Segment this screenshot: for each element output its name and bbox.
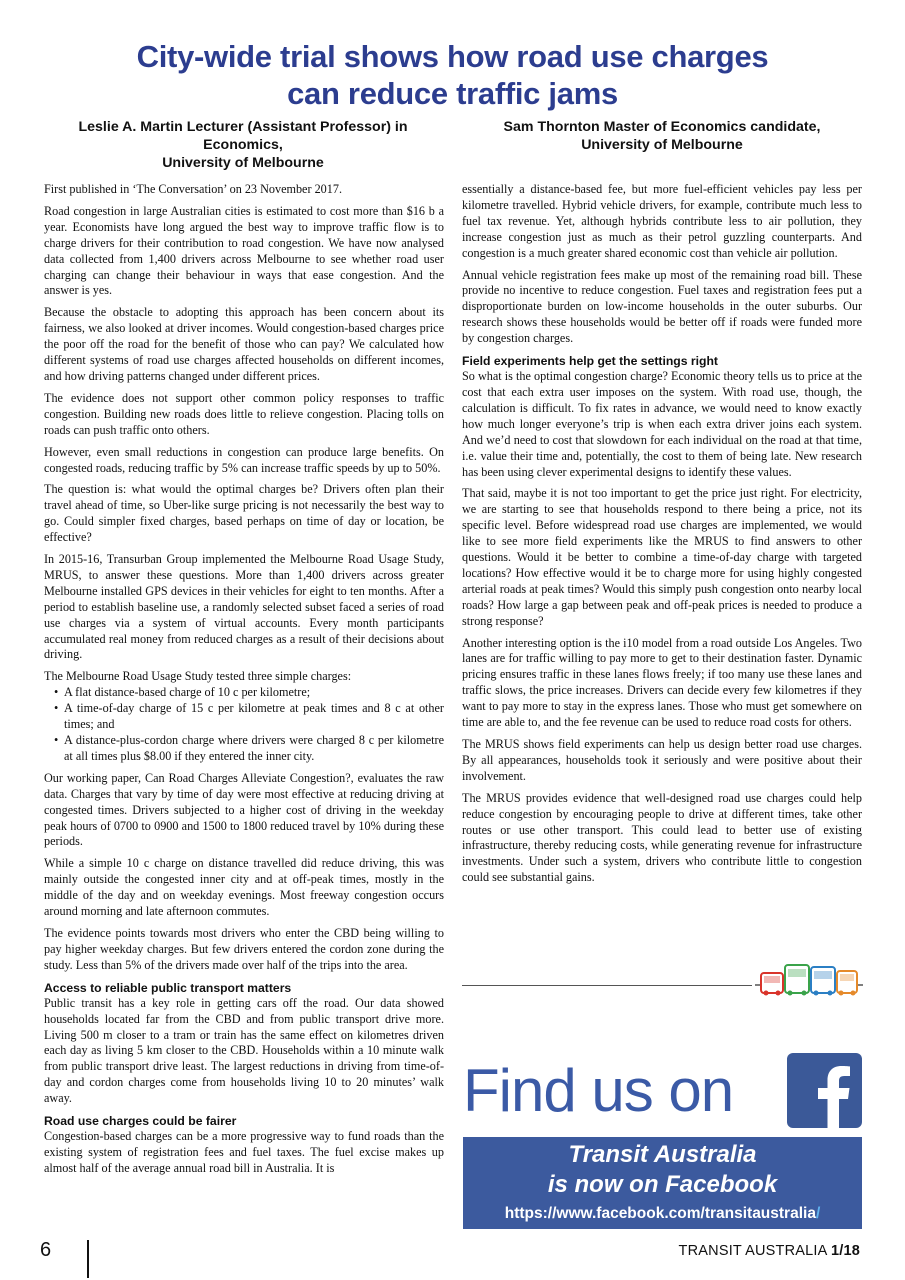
title-line-1: City-wide trial shows how road use charges [136,39,769,74]
transit-vehicles-icon [755,961,863,999]
author-1-line-3: University of Melbourne [162,155,324,171]
list-item: • A distance-plus-cordon charge where drivers were charged 8 c per kilometre at all times plus $8.00 if they entered the inner city. [64,733,444,765]
paragraph: The Melbourne Road Usage Study tested three simple charges: [44,669,352,684]
paragraph: Annual vehicle registration fees make up most of the remaining road bill. These provide no incentive to reduce congestion. Fuel taxes and registration fees put a disproportionate burden on low-income households in the outer suburbs. Our research shows these households would be better off if roads were funded more by congestion charges. [462,267,862,346]
list-item: • A time-of-day charge of 15 c per kilometre at peak times and 8 c at other times; and [64,701,444,733]
paragraph: However, even small reductions in congestion can produce large benefits. On congested roads, reducing traffic by 5% can increase traffic speeds by up to 50%. [44,444,444,475]
paragraph: Another interesting option is the i10 model from a road outside Los Angeles. Two lanes are for traffic willing to pay more to get to their destination faster. Dynamic pricing ensures traffic in these lanes flows freely; if too many use these lanes and traffic slows, the price increases. Drivers can decide every few kilometres if they want to pay more to stay in the express lanes. Those who must get somewhere on time are able to, and the fee revenue can be used to reduce road costs for others. [462,635,862,730]
author-1 [40,118,446,172]
right-column [462,182,862,892]
paragraph: essentially a distance-based fee, but more fuel-efficient vehicles pay less per kilometre travelled. Hybrid vehicle drivers, for example, contribute much less to fuel tax revenue. Yet, although hybrids contribute less to air pollution, they increase congestion just as much as their petrol guzzling counterparts. And congestion is a much greater shared economic cost than vehicle air pollution. [462,182,862,260]
paragraph: Road congestion in large Australian cities is estimated to cost more than $16 b a year. Economists have long argued the best way to improve traffic flow is to charge drivers for their contribution to road congestion. We have now analysed data collected from 1,400 drivers across Melbourne to see whether road user charging can change their behaviour in ways that ease congestion. And the answer is yes. [44,203,444,298]
promo-line-2: is now on Facebook [547,1171,778,1198]
paragraph: The MRUS provides evidence that well-designed road use charges could help reduce congestion by encouraging people to drive at different times, take other routes or use other transport. This could lead to better use of existing infrastructure, thereby reducing costs, while generating revenue for infrastructure investments. Under such a system, drivers who contribute little to congestion could see substantial gains. [462,790,862,885]
section-heading: Field experiments help get the settings right [462,354,718,369]
facebook-promo-box [463,1137,862,1229]
facebook-icon[interactable] [787,1053,862,1128]
publication-name: TRANSIT AUSTRALIA [678,1243,827,1259]
facebook-url-text[interactable]: https://www.facebook.com/transitaustralia [504,1205,816,1222]
author-2-line-1: Sam Thornton Master of Economics candidate, [503,119,821,135]
paragraph: In 2015-16, Transurban Group implemented the Melbourne Road Usage Study, MRUS, to answer these questions. More than 1,400 drivers across greater Melbourne installed GPS devices in their vehicles for eight to ten months. After a period to establish baseline use, a randomly selected subset faced a series of road use charges via a system of virtual accounts. Every month participants accumulated real money from reduced charges as a result of their decisions about driving. [44,552,444,662]
paragraph: The MRUS shows field experiments can help us design better road use charges. By all appearances, households took it seriously and were positive about their involvement. [462,737,862,783]
paragraph: The evidence points towards most drivers who enter the CBD being willing to pay higher weekday charges. But few drivers entered the cordon zone during the study. Less than 5% of the drivers made over half of the trips into the area. [44,925,444,972]
paragraph: First published in ‘The Conversation’ on 23 November 2017. [44,182,342,196]
article-title [0,38,905,112]
paragraph: While a simple 10 c charge on distance travelled did reduce driving, this was mainly outside the congested inner city and at off-peak times, mostly in the middle of the day and on weekday evenings. Most freeway congestion occurs around morning and late afternoon commutes. [44,856,444,919]
url-slash[interactable]: / [815,1205,821,1222]
promo-line-1: Transit Australia [568,1141,757,1168]
paragraph: The question is: what would the optimal charges be? Drivers often plan their travel ahead of time, so Uber-like surge pricing is not necessarily the best way to go. Could simpler fixed charges, based perhaps on time of day or location, be effective? [44,482,444,545]
issue-number: 1/18 [830,1243,860,1259]
paragraph: Because the obstacle to adopting this approach has been concern about its fairness, we also looked at driver incomes. Would congestion-based charges price the poor off the road for the benefit of those who can pay? We calculated how different systems of road use charges affected households on different incomes, and how driving patterns changed under different prices. [44,305,444,383]
left-column [44,182,444,1183]
footer-publication [679,1242,860,1260]
list-item: • A flat distance-based charge of 10 c per kilometre; [64,685,444,701]
facebook-url-link[interactable] [463,1203,862,1225]
paragraph: Public transit has a key role in getting cars off the road. Our data showed households located far from the CBD and from public transport drive more. Living 500 m closer to a tram or train has the same effect on kilometres driven each day as living 5 km closer to the CBD. Households within a 10 minute walk from public transport drive least. The largest reductions in driving from time-of-day and cordon charges come from households living 10 to 20 minutes’ walk away. [44,995,444,1106]
charges-list [44,685,444,765]
page-divider [87,1240,89,1278]
paragraph: So what is the optimal congestion charge? Economic theory tells us to price at the cost that each extra user imposes on the system. With road use, though, the calculation is difficult. To fix rates in advance, we would need to know exactly how much longer everyone’s trip is when each extra driver joins each system. And we’d need to cost that slowdown for each individual on the road at that time, i.e. value their time and, potentially, the cost to them of being late. New research has been using clever experimental designs to identify these values. [462,369,862,479]
author-1-line-1: Leslie A. Martin Lecturer (Assistant Professor) in [78,119,408,135]
end-rule [462,985,752,986]
section-heading: Access to reliable public transport matters [44,980,292,995]
paragraph: That said, maybe it is not too important to get the price just right. For electricity, we are starting to see that households respond to there being a price, not its specific level. Before widespread road use charges are implemented, we would like to see more field experiments like the MRUS to find answers to other questions. Would it be better to combine a time-of-day charge with targeted locations? How effective would it be to charge more for using highly congested arterial roads at peak times? Would this simply push congestion onto nearby local roads? How large a gap between peak and off-peak prices is needed to produce a strong response? [462,486,862,628]
paragraph: Our working paper, Can Road Charges Alleviate Congestion?, evaluates the raw data. Charges that vary by time of day were most effective at reducing driving at congested times. Drivers subjected to a higher cost of driving in the weekday peak hours of 0700 to 0900 and 1500 to 1800 reduced travel by 10% during these periods. [44,770,444,849]
paragraph: Congestion-based charges can be a more progressive way to fund roads than the existing system of registration fees and fuel taxes. The fuel excise makes up almost half of the average annual road bill in Australia. It is [44,1129,444,1175]
page-number: 6 [40,1239,52,1261]
author-2-line-2: University of Melbourne [581,137,743,153]
section-heading: Road use charges could be fairer [44,1114,237,1129]
paragraph: The evidence does not support other common policy responses to traffic congestion. Building new roads does little to relieve congestion. Placing tolls on roads can push traffic onto others. [44,390,444,437]
title-line-2: can reduce traffic jams [287,76,618,111]
author-2 [462,118,862,154]
author-1-line-2: Economics, [203,137,283,153]
find-us-heading: Find us on [463,1057,734,1124]
